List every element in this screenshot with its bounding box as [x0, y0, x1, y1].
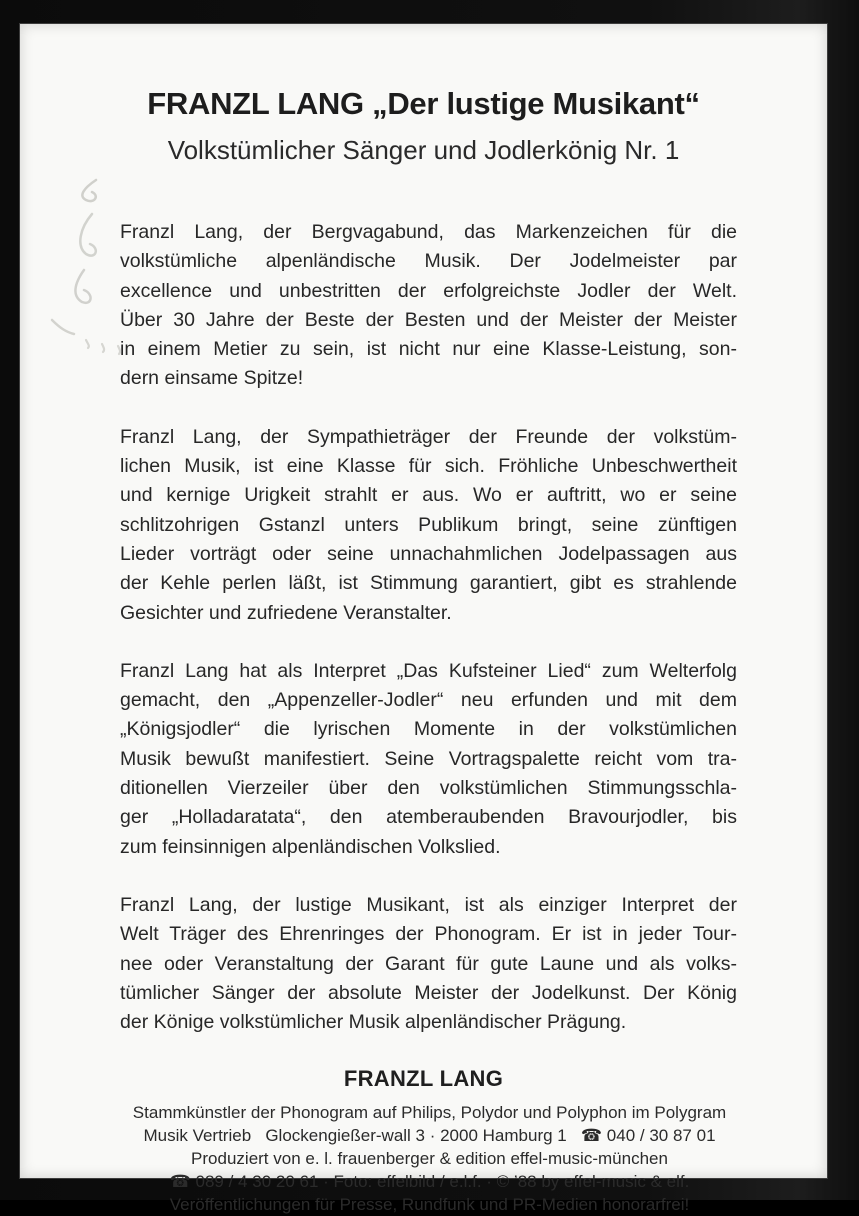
postcard-back [20, 24, 827, 1215]
text-line: ger „Holladaratata“, den atemberaubenden Bravourjodler, bis [120, 806, 737, 829]
text-line: Franzl Lang, der lustige Musikant, ist als einziger Interpret der [120, 893, 737, 916]
text-line: dern einsame Spitze! [120, 367, 304, 390]
text-line: excellence und unbestritten der erfolgreichste Jodler der Welt. [120, 279, 737, 302]
imprint-line: ☎ 089 / 4 30 20 61 · Foto: effelbild / e.l.f. · © ’88 by effel-music & elf. [169, 1172, 690, 1192]
text-line: lichen Musik, ist eine Klasse für sich. Fröhliche Unbeschwertheit [120, 455, 737, 478]
paragraph [120, 891, 737, 1037]
text-line: der Kehle perlen läßt, ist Stimmung garantiert, gibt es strahlende [120, 572, 737, 595]
subtitle: Volkstümlicher Sänger und Jodlerkönig Nr. 1 [167, 135, 680, 165]
page-title: FRANZL LANG „Der lustige Musikant“ [147, 86, 700, 121]
artist-heading: FRANZL LANG [343, 1066, 504, 1092]
text-line: „Königsjodler“ die lyrischen Momente in der volkstümlichen [120, 718, 737, 741]
text-line: zum feinsinnigen alpenländischen Volkslied. [120, 835, 501, 858]
paragraph [120, 657, 737, 862]
text-line: der Könige volkstümlicher Musik alpenländischer Prägung. [120, 1011, 627, 1034]
imprint [116, 1101, 743, 1216]
imprint-line: Veröffentlichungen für Presse, Rundfunk und PR-Medien honorarfrei! [169, 1195, 690, 1215]
body-text [120, 218, 737, 1037]
text-line: und kernige Urigkeit strahlt er aus. Wo er auftritt, wo er seine [120, 484, 737, 507]
text-line: in einem Metier zu sein, ist nicht nur eine Klasse-Leistung, son- [120, 338, 737, 361]
text-line: Gesichter und zufriedene Veranstalter. [120, 601, 452, 624]
text-line: tümlicher Sänger der absolute Meister der Jodelkunst. Der König [120, 981, 737, 1004]
pencil-mark [34, 162, 134, 382]
text-line: gemacht, den „Appenzeller-Jodler“ neu erfunden und mit dem [120, 689, 737, 712]
paragraph [120, 423, 737, 628]
imprint-line: Musik Vertrieb Glockengießer-wall 3 · 2000 Hamburg 1 ☎ 040 / 30 87 01 [143, 1126, 716, 1146]
text-line: Lieder vorträgt oder seine unnachahmlichen Jodelpassagen aus [120, 542, 737, 565]
paragraph [120, 218, 737, 394]
text-line: Franzl Lang, der Bergvagabund, das Markenzeichen für die [120, 221, 737, 243]
text-line: schlitzohrigen Gstanzl unters Publikum bringt, seine zünftigen [120, 513, 737, 536]
text-line: Über 30 Jahre der Beste der Besten und der Meister der Meister [120, 308, 737, 331]
text-line: volkstümliche alpenländische Musik. Der Jodelmeister par [120, 250, 737, 273]
imprint-line: Stammkünstler der Phonogram auf Philips, Polydor und Polyphon im Polygram [132, 1103, 727, 1123]
imprint-line: Produziert von e. l. frauenberger & edition effel-music-münchen [191, 1149, 668, 1169]
text-line: Franzl Lang, der Sympathieträger der Freunde der volkstüm- [120, 425, 737, 448]
text-line: Franzl Lang hat als Interpret „Das Kufsteiner Lied“ zum Welterfolg [120, 659, 737, 682]
text-line: nee oder Veranstaltung der Garant für gute Laune und als volks- [120, 952, 737, 975]
text-line: ditionellen Vierzeiler über den volkstümlichen Stimmungsschla- [120, 777, 737, 800]
text-line: Welt Träger des Ehrenringes der Phonogram. Er ist in jeder Tour- [120, 923, 737, 946]
text-line: Musik bewußt manifestiert. Seine Vortragspalette reicht vom tra- [120, 747, 737, 770]
